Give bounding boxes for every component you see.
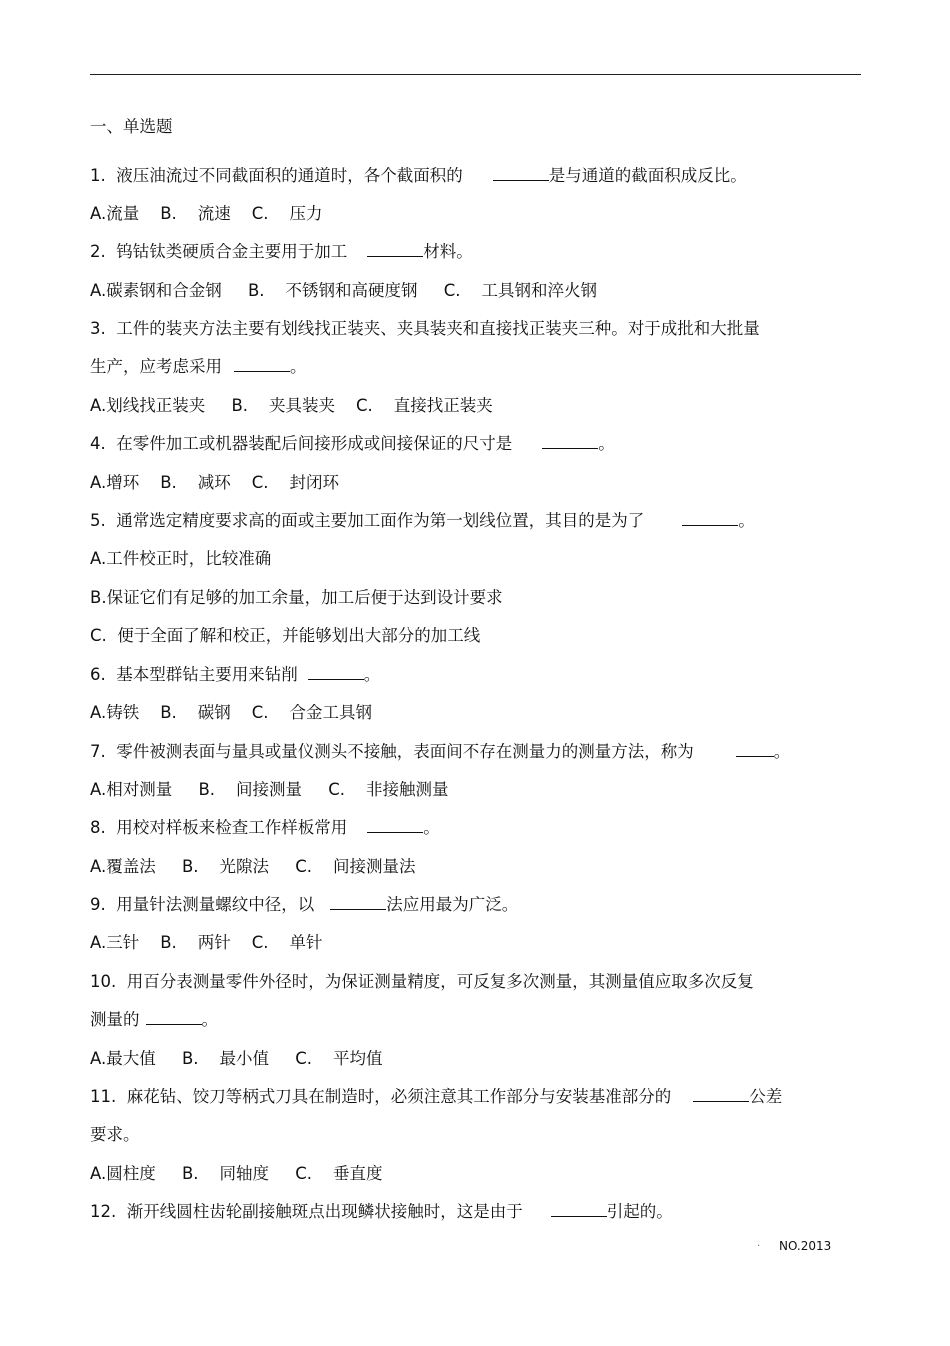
answer-blank bbox=[367, 817, 423, 833]
question-number: 8. bbox=[90, 818, 106, 837]
question-10: 10. 用百分表测量零件外径时，为保证测量精度，可反复多次测量，其测量值应取多次反复 bbox=[90, 972, 754, 991]
question-text-tail: 材料。 bbox=[423, 242, 473, 261]
question-7 bbox=[90, 741, 865, 763]
answer-blank bbox=[146, 1009, 202, 1025]
question-number: 9. bbox=[90, 895, 106, 914]
answer-blank bbox=[736, 741, 774, 757]
question-text-tail: 。 bbox=[773, 742, 791, 761]
question-2-options: A.碳素钢和合金钢 B. 不锈钢和高硬度钢 C. 工具钢和淬火钢 bbox=[90, 281, 597, 300]
question-text: 液压油流过不同截面积的通道时，各个截面积的 bbox=[116, 166, 463, 185]
question-number: 6. bbox=[90, 665, 106, 684]
question-12 bbox=[90, 1201, 865, 1223]
question-8 bbox=[90, 817, 865, 839]
question-4-options: A.增环 B. 减环 C. 封闭环 bbox=[90, 473, 339, 492]
question-text-tail: 。 bbox=[738, 511, 755, 530]
answer-blank bbox=[693, 1086, 749, 1102]
question-5 bbox=[90, 510, 865, 532]
answer-blank bbox=[493, 165, 549, 181]
answer-blank bbox=[308, 664, 364, 680]
question-1 bbox=[90, 165, 865, 187]
question-6 bbox=[90, 664, 865, 686]
question-text: 生产，应考虑采用 bbox=[90, 357, 222, 376]
question-text: 用量针法测量螺纹中径，以 bbox=[116, 895, 315, 914]
question-2 bbox=[90, 241, 865, 263]
question-10-continued bbox=[90, 1009, 865, 1031]
answer-blank bbox=[551, 1201, 607, 1217]
question-number: 1. bbox=[90, 166, 106, 185]
question-11 bbox=[90, 1086, 865, 1108]
question-text-tail: 法应用最为广泛。 bbox=[386, 895, 519, 914]
question-text-tail: 公差 bbox=[749, 1087, 783, 1106]
answer-blank bbox=[330, 894, 386, 910]
answer-blank bbox=[367, 241, 423, 257]
section-title: 一、单选题 bbox=[90, 117, 173, 136]
question-text: 用校对样板来检查工作样板常用 bbox=[116, 818, 348, 837]
question-number: 4. bbox=[90, 434, 106, 453]
question-text: 基本型群钻主要用来钻削 bbox=[116, 665, 298, 684]
question-1-options: A.流量 B. 流速 C. 压力 bbox=[90, 204, 323, 223]
question-text: 在零件加工或机器装配后间接形成或间接保证的尺寸是 bbox=[116, 434, 513, 453]
question-text: 零件被测表面与量具或量仪测头不接触，表面间不存在测量力的测量方法，称为 bbox=[116, 742, 694, 761]
question-8-options: A.覆盖法 B. 光隙法 C. 间接测量法 bbox=[90, 857, 416, 876]
question-text: 钨钴钛类硬质合金主要用于加工 bbox=[116, 242, 348, 261]
question-text-tail: 。 bbox=[598, 434, 615, 453]
question-5-option-a: A.工件校正时，比较准确 bbox=[90, 549, 272, 568]
question-11-continued: 要求。 bbox=[90, 1125, 140, 1144]
question-number: 7. bbox=[90, 742, 106, 761]
question-number: 2. bbox=[90, 242, 106, 261]
question-9-options: A.三针 B. 两针 C. 单针 bbox=[90, 933, 323, 952]
answer-blank bbox=[234, 356, 290, 372]
question-text: 11. 麻花钻、饺刀等柄式刀具在制造时，必须注意其工作部分与安装基准部分的 bbox=[90, 1087, 672, 1106]
question-11-options: A.圆柱度 B. 同轴度 C. 垂直度 bbox=[90, 1164, 383, 1183]
header-rule bbox=[90, 74, 861, 75]
question-number: 5. bbox=[90, 511, 106, 530]
question-text: 测量的 bbox=[90, 1010, 140, 1029]
question-3-continued bbox=[90, 356, 865, 378]
question-5-option-b: B.保证它们有足够的加工余量，加工后便于达到设计要求 bbox=[90, 588, 503, 607]
question-7-options: A.相对测量 B. 间接测量 C. 非接触测量 bbox=[90, 780, 449, 799]
question-9 bbox=[90, 894, 865, 916]
question-text: 通常选定精度要求高的面或主要加工面作为第一划线位置，其目的是为了 bbox=[116, 511, 645, 530]
question-text-tail: 。 bbox=[290, 357, 307, 376]
question-text-tail: 引起的。 bbox=[606, 1202, 673, 1221]
question-text: 12. 渐开线圆柱齿轮副接触斑点出现鳞状接触时，这是由于 bbox=[90, 1202, 523, 1221]
question-text-tail: 是与通道的截面积成反比。 bbox=[548, 166, 747, 185]
question-3-options: A.划线找正装夹 B. 夹具装夹 C. 直接找正装夹 bbox=[90, 396, 493, 415]
answer-blank bbox=[542, 433, 598, 449]
question-6-options: A.铸铁 B. 碳钢 C. 合金工具钢 bbox=[90, 703, 372, 722]
question-text-tail: 。 bbox=[363, 665, 381, 684]
answer-blank bbox=[682, 510, 738, 526]
page-footer: NO.2013 bbox=[779, 1239, 832, 1253]
question-text-tail: 。 bbox=[201, 1010, 218, 1029]
question-3: 3. 工件的装夹方法主要有划线找正装夹、夹具装夹和直接找正装夹三种。对于成批和大批量 bbox=[90, 319, 760, 338]
question-text-tail: 。 bbox=[423, 818, 440, 837]
question-10-options: A.最大值 B. 最小值 C. 平均值 bbox=[90, 1049, 383, 1068]
question-4 bbox=[90, 433, 865, 455]
footer-dot: · bbox=[757, 1241, 761, 1252]
question-5-option-c: C. 便于全面了解和校正，并能够划出大部分的加工线 bbox=[90, 626, 481, 645]
